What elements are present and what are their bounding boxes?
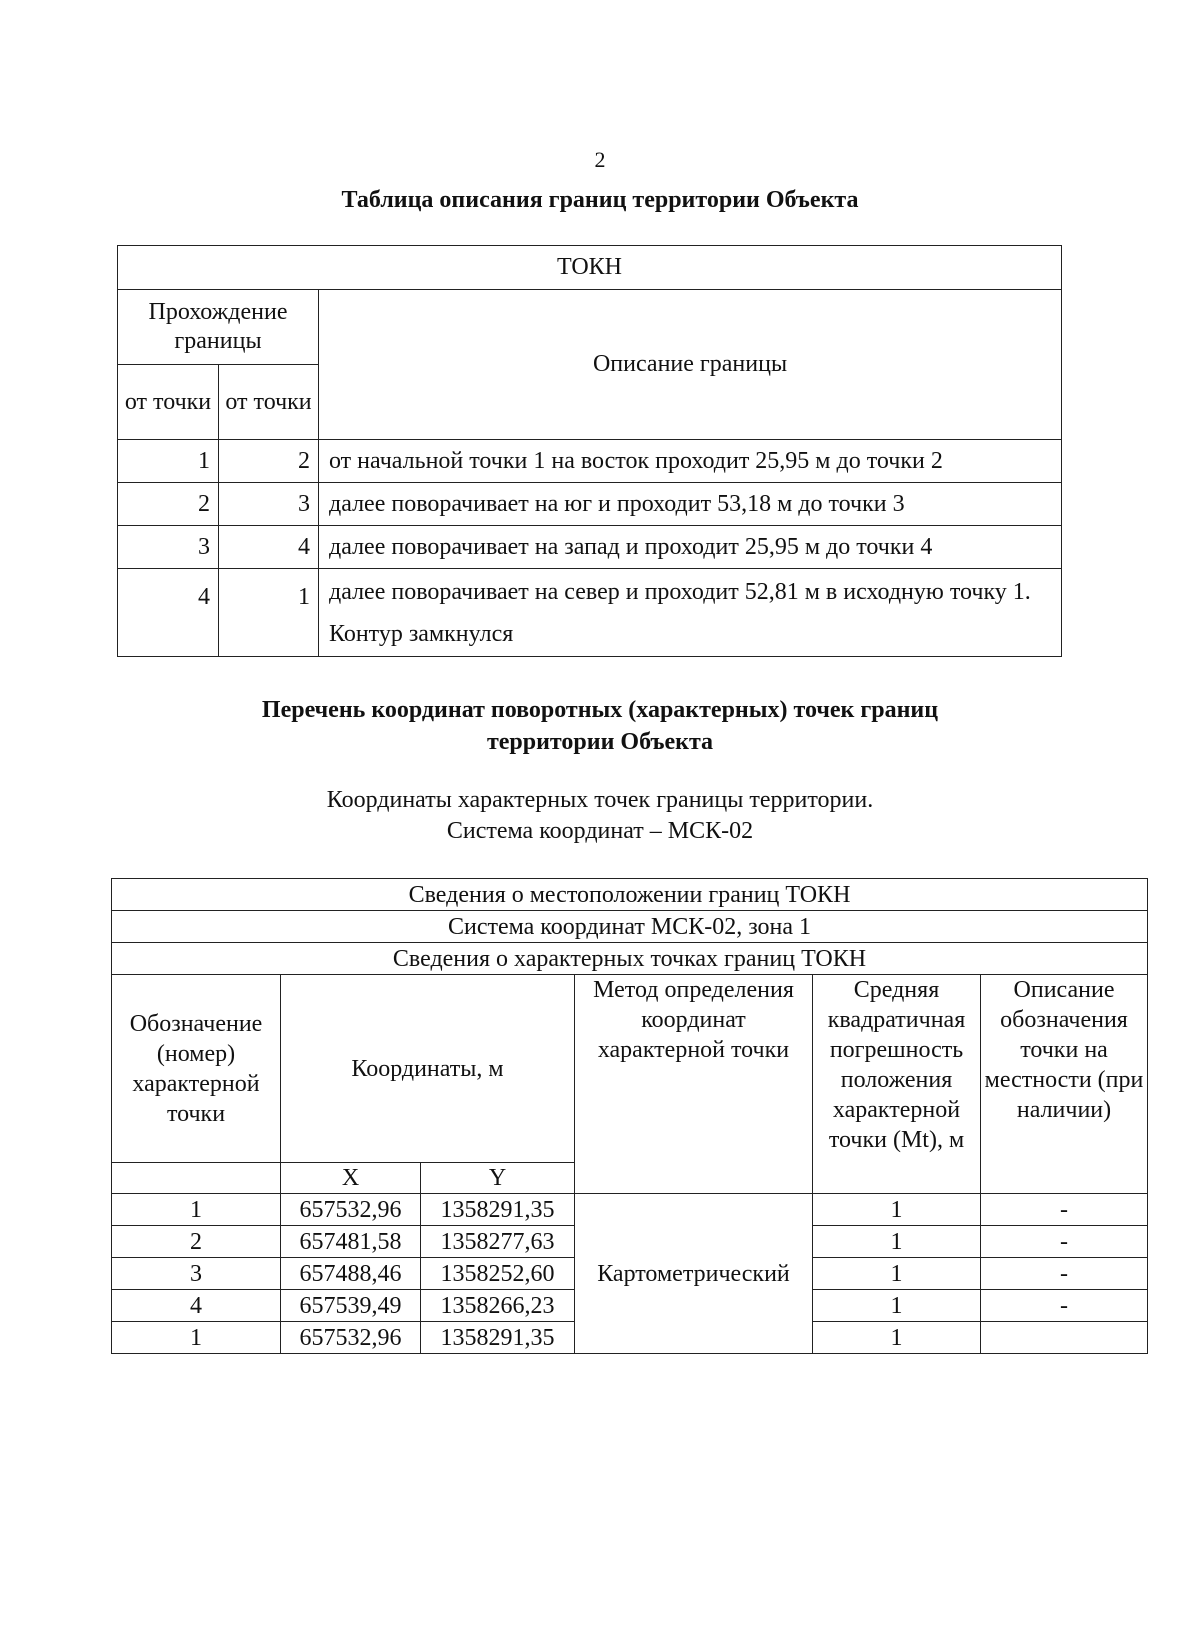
table-row [118,440,1062,483]
table2-col-coords: Координаты, м [281,975,575,1163]
table1-col-from: от точки [118,365,219,440]
table2-header1: Сведения о местоположении границ ТОКН [112,879,1148,911]
boundary-description-table [117,245,1062,657]
table2-col-method: Метод определения координат характерной точки [575,975,813,1194]
cell-x: 657532,96 [281,1194,421,1226]
cell-x: 657481,58 [281,1226,421,1258]
row-from: 2 [118,483,219,526]
table1-title: Таблица описания границ территории Объекта [341,187,859,213]
row-to: 4 [219,526,319,569]
cell-y: 1358291,35 [421,1194,575,1226]
cell-y: 1358291,35 [421,1322,575,1354]
table-row [112,1194,1148,1226]
row-from: 1 [118,440,219,483]
table1-col-description: Описание границы [319,290,1062,440]
table2-col-point: Обозначение (номер) характерной точки [112,975,281,1163]
section2-title-text: Перечень координат поворотных (характерных) точек границ территории Объекта [261,697,939,755]
cell-point: 2 [112,1226,281,1258]
cell-mt: 1 [813,1258,981,1290]
table2-header3: Сведения о характерных точках границ ТОКН [112,943,1148,975]
row-description: от начальной точки 1 на восток проходит 25,95 м до точки 2 [319,440,1062,483]
page-number: 2 [594,147,606,172]
cell-mt: 1 [813,1226,981,1258]
section2-subtitle [0,785,1200,847]
row-description: далее поворачивает на север и проходит 52,81 м в исходную точку 1. Контур замкнулся [319,569,1062,657]
cell-x: 657539,49 [281,1290,421,1322]
cell-point: 3 [112,1258,281,1290]
cell-x: 657488,46 [281,1258,421,1290]
cell-desc: - [981,1226,1148,1258]
cell-desc [981,1322,1148,1354]
row-from: 4 [118,569,219,657]
table-row [118,483,1062,526]
cell-point: 1 [112,1194,281,1226]
cell-mt: 1 [813,1290,981,1322]
cell-mt: 1 [813,1322,981,1354]
cell-point: 4 [112,1290,281,1322]
table2-header2: Система координат МСК-02, зона 1 [112,911,1148,943]
row-to: 3 [219,483,319,526]
coordinates-table [111,878,1148,1354]
cell-y: 1358252,60 [421,1258,575,1290]
cell-mt: 1 [813,1194,981,1226]
table-row [118,569,1062,657]
table1-col-to: от точки [219,365,319,440]
subtitle-line1: Координаты характерных точек границы территории. [326,787,874,813]
table2-col-y: Y [421,1163,575,1194]
cell-x: 657532,96 [281,1322,421,1354]
cell-desc: - [981,1258,1148,1290]
table2-col-error: Средняя квадратичная погрешность положения характерной точки (Mt), м [813,975,981,1194]
table2-empty-cell [112,1163,281,1194]
table1-header-tokn: ТОКН [118,246,1062,290]
row-to: 1 [219,569,319,657]
cell-method: Картометрический [575,1194,813,1354]
table1-col-passage: Прохождение границы [118,290,319,365]
row-description: далее поворачивает на запад и проходит 25,95 м до точки 4 [319,526,1062,569]
table-row [118,526,1062,569]
cell-desc: - [981,1290,1148,1322]
cell-y: 1358277,63 [421,1226,575,1258]
section2-title [0,694,1200,758]
row-description: далее поворачивает на юг и проходит 53,18 м до точки 3 [319,483,1062,526]
cell-point: 1 [112,1322,281,1354]
table2-col-desc: Описание обозначения точки на местности (при наличии) [981,975,1148,1194]
cell-desc: - [981,1194,1148,1226]
row-to: 2 [219,440,319,483]
cell-y: 1358266,23 [421,1290,575,1322]
table2-col-x: X [281,1163,421,1194]
subtitle-line2: Система координат – МСК-02 [446,818,754,844]
row-from: 3 [118,526,219,569]
